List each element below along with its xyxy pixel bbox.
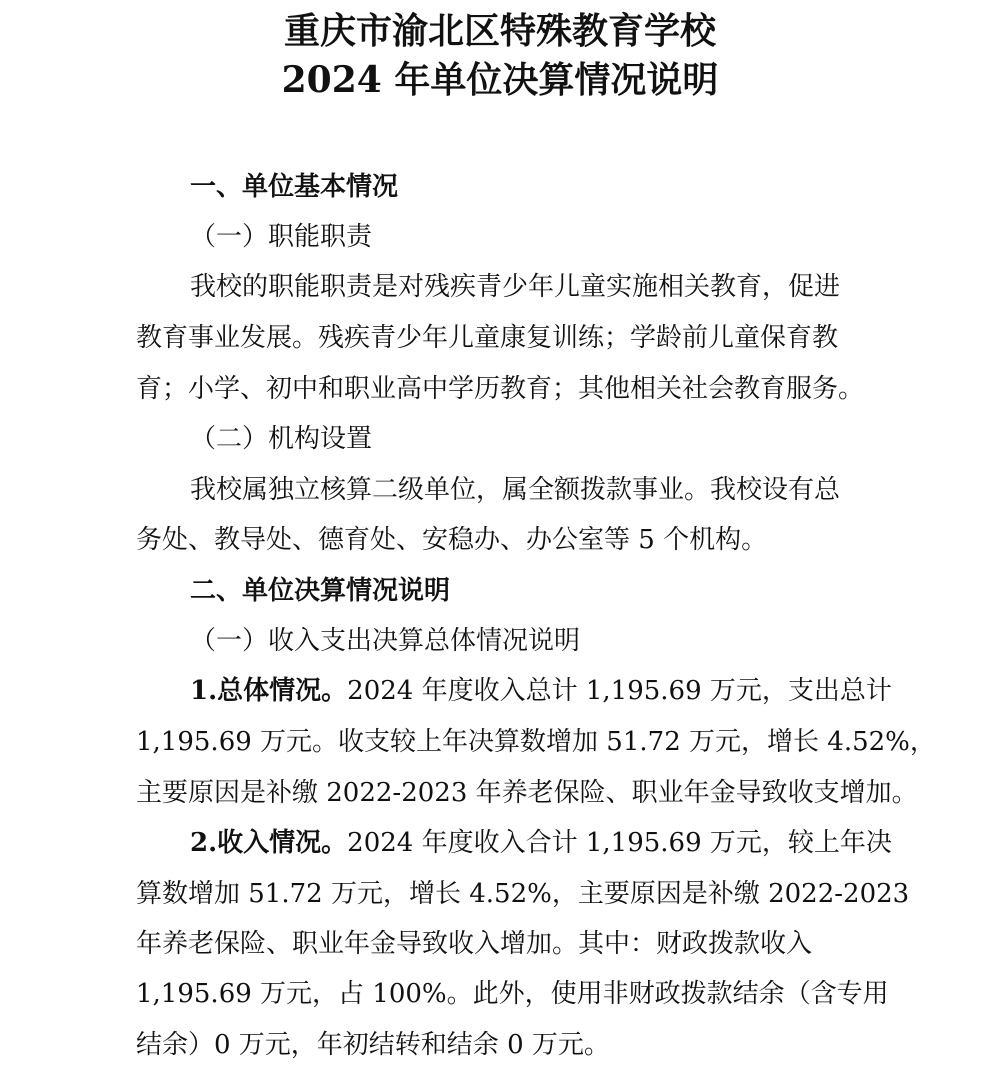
paragraph-line: 1,195.69 万元。收支较上年决算数增加 51.72 万元，增长 4.52%，	[136, 727, 936, 757]
section-heading-basic-info: 一、单位基本情况	[190, 172, 399, 202]
document-subtitle: 2024 年单位决算情况说明	[281, 59, 719, 101]
paragraph-line: 我校的职能职责是对残疾青少年儿童实施相关教育，促进	[190, 272, 841, 302]
paragraph-line: 育；小学、初中和职业高中学历教育；其他相关社会教育服务。	[136, 374, 865, 404]
paragraph-line: 年养老保险、职业年金导致收入增加。其中：财政拨款收入	[136, 929, 813, 959]
subsection-heading-functions: （一）职能职责	[190, 222, 373, 252]
section-heading-final-accounts: 二、单位决算情况说明	[190, 576, 451, 606]
paragraph-line: 主要原因是补缴 2022-2023 年养老保险、职业年金导致收支增加。	[136, 778, 918, 808]
paragraph-line: 结余）0 万元，年初结转和结余 0 万元。	[136, 1030, 610, 1060]
paragraph-text: 2024 年度收入总计 1,195.69 万元，支出总计	[347, 676, 892, 706]
paragraph-text: 2024 年度收入合计 1,195.69 万元，较上年决	[347, 828, 892, 858]
subsection-heading-income-expense: （一）收入支出决算总体情况说明	[190, 626, 581, 656]
paragraph-line: 1,195.69 万元，占 100%。此外，使用非财政拨款结余（含专用	[136, 979, 889, 1009]
lead-label-overall: 1.总体情况。	[190, 676, 348, 706]
paragraph-line: 我校属独立核算二级单位，属全额拨款事业。我校设有总	[190, 475, 841, 505]
subsection-heading-organization: （二）机构设置	[190, 424, 373, 454]
paragraph-line: 务处、教导处、德育处、安稳办、办公室等 5 个机构。	[136, 525, 768, 555]
paragraph-line: 算数增加 51.72 万元，增长 4.52%，主要原因是补缴 2022-2023	[136, 879, 910, 909]
document-title: 重庆市渝北区特殊教育学校	[283, 10, 716, 52]
paragraph-line: 教育事业发展。残疾青少年儿童康复训练；学龄前儿童保育教	[136, 323, 839, 353]
paragraph-line	[190, 826, 892, 860]
paragraph-line	[190, 674, 892, 708]
lead-label-income: 2.收入情况。	[190, 828, 348, 858]
